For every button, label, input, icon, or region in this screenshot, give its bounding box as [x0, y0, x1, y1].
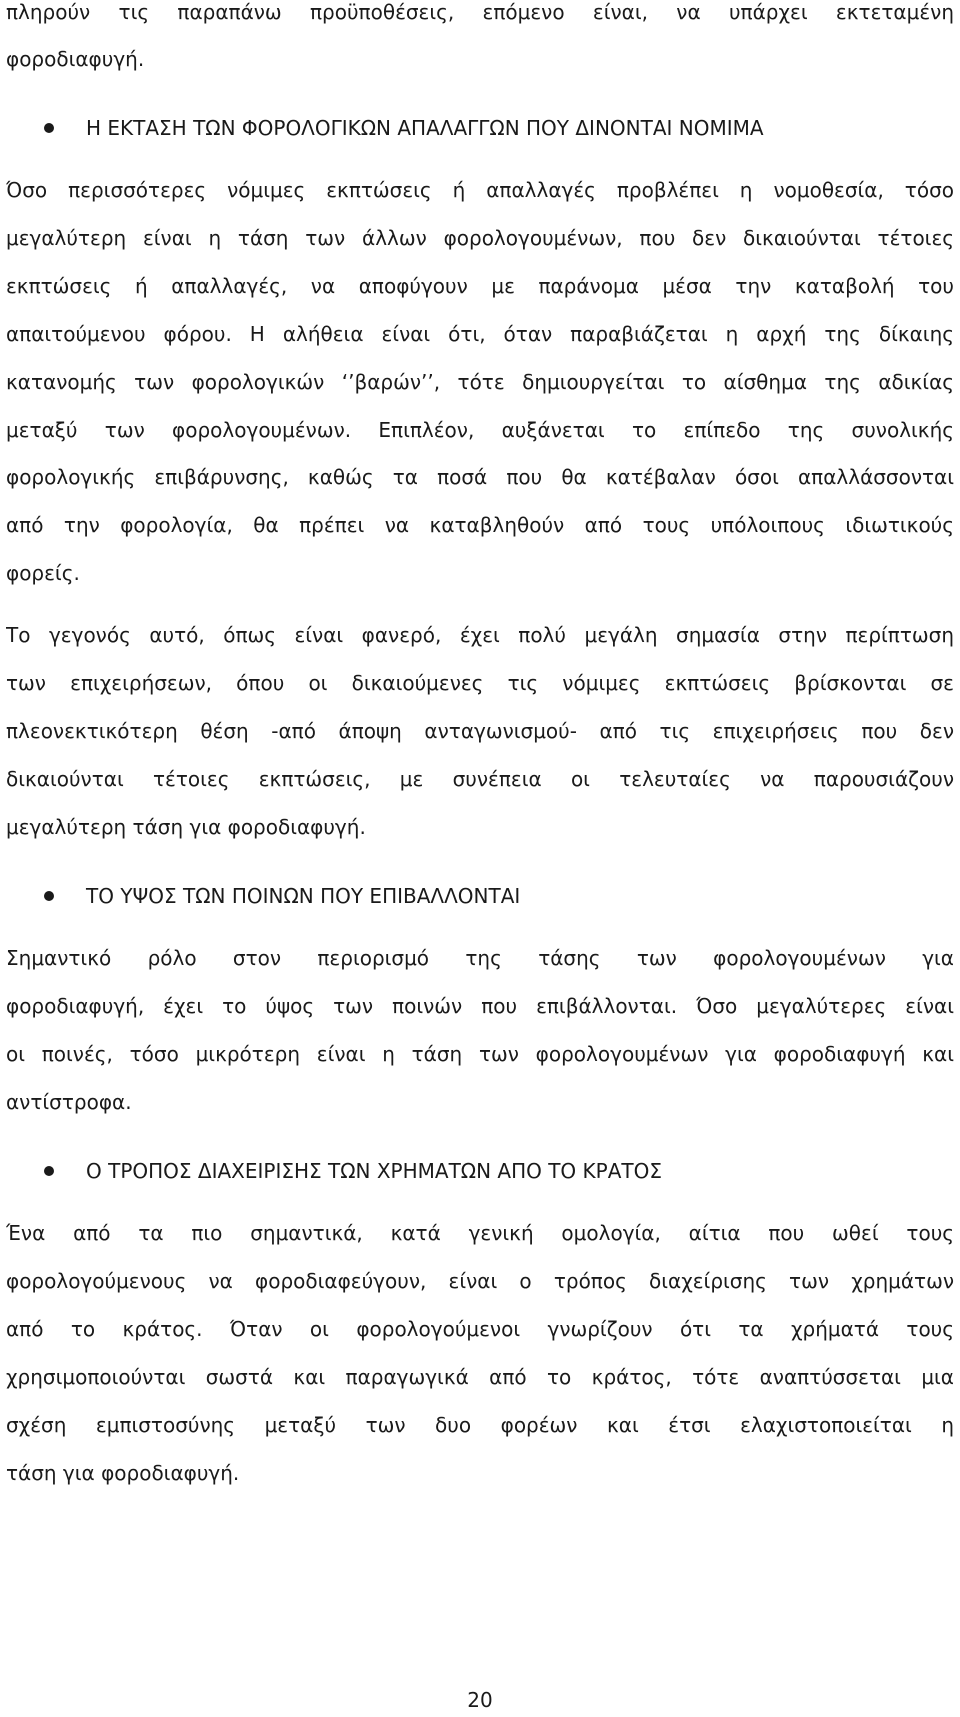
bullet-icon — [44, 891, 54, 901]
document-page — [6, 0, 954, 1717]
paragraph-line: φορείς. — [6, 561, 80, 585]
intro-line: πληρούν τις παραπάνω προϋποθέσεις, επόμενο είναι, να υπάρχει εκτεταμένη — [6, 0, 954, 24]
paragraph-line: από το κράτος. Όταν οι φορολογούμενοι γνωρίζουν ότι τα χρήματά τους — [6, 1317, 954, 1341]
paragraph-line: χρησιμοποιούνται σωστά και παραγωγικά από το κράτος, τότε αναπτύσσεται μια — [6, 1365, 954, 1389]
section-heading — [6, 881, 954, 911]
paragraph-line: φορολογικής επιβάρυνσης, καθώς τα ποσά που θα κατέβαλαν όσοι απαλλάσσονται — [6, 465, 954, 489]
paragraph-line: μεγαλύτερη είναι η τάση των άλλων φορολογουμένων, που δεν δικαιούνται τέτοιες — [6, 226, 954, 250]
bullet-icon — [44, 1166, 54, 1176]
paragraph-line: μεγαλύτερη τάση για φοροδιαφυγή. — [6, 815, 366, 839]
section-heading — [6, 1156, 954, 1186]
paragraph-line: μεταξύ των φορολογουμένων. Επιπλέον, αυξάνεται το επίπεδο της συνολικής — [6, 418, 954, 442]
paragraph-line: πλεονεκτικότερη θέση -από άποψη ανταγωνισμού- από τις επιχειρήσεις που δεν — [6, 719, 954, 743]
paragraph-line: φορολογούμενους να φοροδιαφεύγουν, είναι ο τρόπος διαχείρισης των χρημάτων — [6, 1269, 954, 1293]
paragraph-line: φοροδιαφυγή, έχει το ύψος των ποινών που επιβάλλονται. Όσο μεγαλύτερες είναι — [6, 994, 954, 1018]
paragraph-line: οι ποινές, τόσο μικρότερη είναι η τάση των φορολογουμένων για φοροδιαφυγή και — [6, 1042, 954, 1066]
section-heading — [6, 113, 954, 143]
paragraph-line: Το γεγονός αυτό, όπως είναι φανερό, έχει πολύ μεγάλη σημασία στην περίπτωση — [6, 623, 954, 647]
paragraph-line: εκπτώσεις ή απαλλαγές, να αποφύγουν με παράνομα μέσα την καταβολή του — [6, 274, 954, 298]
paragraph-line: Όσο περισσότερες νόμιμες εκπτώσεις ή απαλλαγές προβλέπει η νομοθεσία, τόσο — [6, 178, 954, 202]
paragraph-line: Ένα από τα πιο σημαντικά, κατά γενική ομολογία, αίτια που ωθεί τους — [6, 1221, 954, 1245]
paragraph-line: αντίστροφα. — [6, 1090, 132, 1114]
paragraph-line: σχέση εμπιστοσύνης μεταξύ των δυο φορέων και έτσι ελαχιστοποιείται η — [6, 1413, 954, 1437]
paragraph-line: Σημαντικό ρόλο στον περιορισμό της τάσης των φορολογουμένων για — [6, 946, 954, 970]
section-heading-text: Ο ΤΡΟΠΟΣ ΔΙΑΧΕΙΡΙΣΗΣ ΤΩΝ ΧΡΗΜΑΤΩΝ ΑΠΟ ΤΟ ΚΡΑΤΟΣ — [86, 1159, 662, 1183]
paragraph-line: απαιτούμενου φόρου. Η αλήθεια είναι ότι, όταν παραβιάζεται η αρχή της δίκαιης — [6, 322, 954, 346]
paragraph-line: των επιχειρήσεων, όπου οι δικαιούμενες τις νόμιμες εκπτώσεις βρίσκονται σε — [6, 671, 954, 695]
intro-line: φοροδιαφυγή. — [6, 47, 145, 71]
paragraph-line: κατανομής των φορολογικών ‘’βαρών’’, τότε δημιουργείται το αίσθημα της αδικίας — [6, 370, 954, 394]
paragraph-line: από την φορολογία, θα πρέπει να καταβληθούν από τους υπόλοιπους ιδιωτικούς — [6, 513, 954, 537]
section-heading-text: ΤΟ ΥΨΟΣ ΤΩΝ ΠΟΙΝΩΝ ΠΟΥ ΕΠΙΒΑΛΛΟΝΤΑΙ — [86, 884, 521, 908]
section-heading-text: Η ΕΚΤΑΣΗ ΤΩΝ ΦΟΡΟΛΟΓΙΚΩΝ ΑΠΑΛΑΓΓΩΝ ΠΟΥ ΔΙΝΟΝΤΑΙ ΝΟΜΙΜΑ — [86, 116, 764, 140]
bullet-icon — [44, 123, 54, 133]
paragraph-line: δικαιούνται τέτοιες εκπτώσεις, με συνέπεια οι τελευταίες να παρουσιάζουν — [6, 767, 954, 791]
page-number: 20 — [467, 1688, 493, 1712]
paragraph-line: τάση για φοροδιαφυγή. — [6, 1461, 240, 1485]
